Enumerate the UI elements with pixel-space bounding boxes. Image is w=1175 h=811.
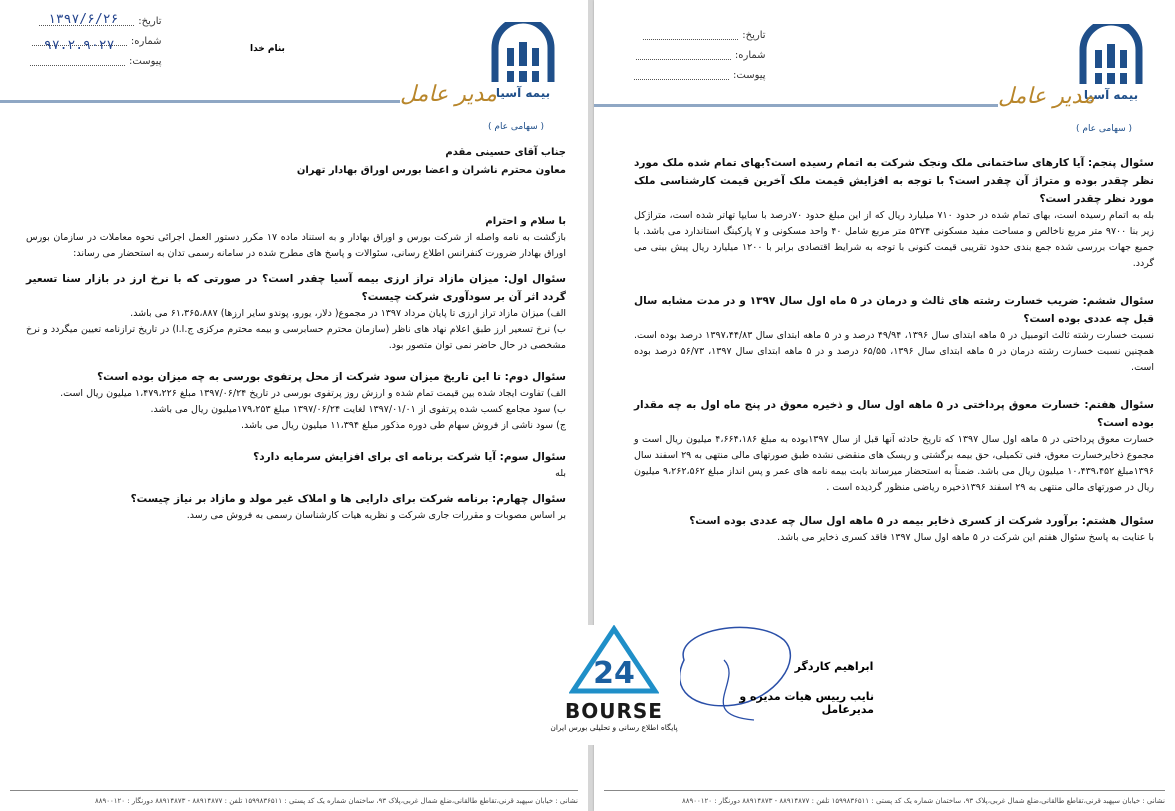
question-7: سئوال هفتم: خسارت معوق پرداختی در ۵ ماهه اول سال و ذخیره معوق در پنج ماه اول به چه مقدار بوده است؟ xyxy=(634,399,1154,429)
manager-stamp-2: مدیر عامل xyxy=(998,84,1095,109)
recipient-title: معاون محترم ناشران و اعضا بورس اوراق بهادار تهران xyxy=(296,165,566,176)
company-type: ( سهامی عام ) xyxy=(488,122,545,132)
question-1: سئوال اول: میزان مازاد تراز ارزی بیمه آسیا چقدر است؟ در صورتی که با نرخ ارز در بازار سنا تسعیر گردد اثر آن بر سودآوری شرکت چیست؟ xyxy=(26,273,566,303)
signer-title: نایب رییس هیات مدیره و مدیرعامل xyxy=(739,690,874,716)
date-label-2: تاریخ: xyxy=(742,30,766,41)
footer-rule-2 xyxy=(604,790,1165,791)
brand-name: بیمه آسیا xyxy=(495,86,551,100)
watermark-word: BOURSE xyxy=(565,699,663,723)
bourse24-logo-icon xyxy=(569,625,659,695)
number-label-2: شماره: xyxy=(734,50,766,61)
answer-8: با عنایت به پاسخ سئوال هفتم این شرکت در ۵ ماهه اول سال ۱۳۹۷ فاقد کسری ذخایر می باشد. xyxy=(777,532,1154,543)
footer-address-2: نشانی : خیابان سپهبد قرنی،تقاطع طالقانی،ضلع شمال غربی،پلاک ۹۳، ساختمان شماره یک کد پستی : ۱۵۹۹۸۳۶۵۱۱ تلفن : ۸۸۹۱۴۸۷۷ - ۸۸۹۱۴۸۷۳ دورنگار : ۸۸۹۰۰۱۲۰ xyxy=(681,797,1165,805)
answer-4: بر اساس مصوبات و مقررات جاری شرکت و نظریه هیات کارشناسان رسمی به فروش می رسد. xyxy=(186,510,566,521)
answer-2c: ج) سود ناشی از فروش سهام طی دوره مذکور مبلغ ۱۱،۳۹۴ میلیون ریال می باشد. xyxy=(240,420,566,431)
letter-page-2 xyxy=(594,0,1175,811)
date-label: تاریخ: xyxy=(138,16,162,27)
letter-body-2 xyxy=(634,146,1154,546)
letter-meta-2 xyxy=(634,26,766,86)
footer-address: نشانی : خیابان سپهبد قرنی،تقاطع طالقانی،ضلع شمال غربی،پلاک ۹۳، ساختمان شماره یک کد پستی : ۱۵۹۹۸۳۶۵۱۱ تلفن : ۸۸۹۱۴۸۷۷ - ۸۸۹۱۴۸۷۳ دورنگار : ۸۸۹۰۰۱۲۰ xyxy=(94,797,578,805)
asia-insurance-emblem-icon-2 xyxy=(1079,24,1143,88)
answer-2b: ب) سود مجامع کسب شده پرتفوی از ۱۳۹۷/۰۱/۰۱ لغایت ۱۳۹۷/۰۶/۲۴ مبلغ ۱۷۹،۲۵۳میلیون ریال می باشد. xyxy=(150,404,566,415)
question-3: سئوال سوم: آیا شرکت برنامه ای برای افزایش سرمایه دارد؟ xyxy=(253,451,566,463)
recipient-block xyxy=(80,144,566,180)
answer-1a: الف) میزان مازاد تراز ارزی تا پایان مرداد ۱۳۹۷ در مجموع( دلار، یورو، پوندو سایر ارزها) ۶۱،۳۶۵،۸۸۷ می باشد. xyxy=(130,308,566,319)
bourse24-watermark xyxy=(548,625,680,745)
answer-5: بله به اتمام رسیده است، بهای تمام شده در حدود ۷۱۰ میلیارد ریال که از این مبلغ حدود ۷۰درصد با سایپا تهاتر شده است، متراژکل زیر بنا ۹۷۰۰ متر مربع ناخالص و مساحت مفید مسکونی ۵۳۷۴ متر مربع شامل ۴۰ واحد مسکونی و ۷ پارکینگ استاندارد می باشد. با جمیع جهات بررسی شده جمع بندی حدود تقریبی قیمت کنونی با توجه به شرایط اقتصادی برابر با ۱۲۰۰ میلیارد ریال پیش بینی می گردد. xyxy=(634,210,1155,269)
question-8: سئوال هشتم: برآورد شرکت از کسری ذخایر بیمه در ۵ ماهه اول سال چه عددی بوده است؟ xyxy=(689,515,1154,527)
question-2: سئوال دوم: تا این تاریخ میزان سود شرکت از محل پرتفوی بورسی به چه میزان بوده است؟ xyxy=(97,371,566,383)
footer-rule xyxy=(10,790,578,791)
recipient-name: جناب آقای حسینی مقدم xyxy=(445,147,566,158)
answer-1b: ب) نرخ تسعیر ارز طبق اعلام نهاد های ناظر (سازمان محترم حسابرسی و بیمه محترم مرکزی ج.ا.ا) در تاریخ ترازنامه تعیین میگردد و نرخ مشخصی در حال حاضر نمی توان متصور بود. xyxy=(26,324,566,351)
answer-3: بله xyxy=(555,468,566,479)
manager-stamp: مدیر عامل xyxy=(400,82,497,107)
attach-label: پیوست: xyxy=(129,56,162,67)
handwritten-date: ۱۳۹۷/۶/۲۶ xyxy=(48,12,119,27)
header-rule xyxy=(0,100,400,103)
date-line-2 xyxy=(643,26,738,40)
watermark-number: 24 xyxy=(593,656,635,691)
number-line-2 xyxy=(636,46,731,60)
number-label: شماره: xyxy=(130,36,162,47)
signer-name: ابراهیم کاردگر xyxy=(794,660,874,673)
greeting: با سلام و احترام xyxy=(485,216,566,227)
question-6: سئوال ششم: ضریب خسارت رشته های ثالث و درمان در ۵ ماه اول سال ۱۳۹۷ و در مدت مشابه سال قبل چه عددی بوده است؟ xyxy=(634,295,1154,325)
answer-2a: الف) تفاوت ایجاد شده بین قیمت تمام شده و ارزش روز پرتفوی بورسی در تاریخ ۱۳۹۷/۰۶/۲۴ مبلغ ۱،۴۷۹،۲۲۶ میلیون ریال است. xyxy=(60,388,566,399)
asia-insurance-emblem-icon xyxy=(491,22,555,86)
brand-name-2: بیمه آسیا xyxy=(1083,88,1139,102)
bismillah: بنام خدا xyxy=(250,44,285,54)
attach-label-2: پیوست: xyxy=(733,70,766,81)
attach-line xyxy=(30,52,125,66)
header-rule-2 xyxy=(594,104,998,107)
answer-7: خسارت معوق پرداختی در ۵ ماهه اول سال ۱۳۹۷ که تاریخ حادثه آنها قبل از سال ۱۳۹۷بوده به مبلغ ۴،۶۶۴،۱۸۶ میلیون ریال است و مجموع ذخایرخسارت معوق، فنی تکمیلی، حق بیمه برگشتی و ریسک های منقضی نشده طبق صورتهای مالی منتهی به ۲۹ اسفند سال ۱۳۹۶مبلغ ۱۰،۴۳۹،۴۵۲ میلیون ریال می باشد. ضمناً به استحضار میرساند بابت بیمه نامه های عمر و پس انداز مبلغ ۹،۲۶۲،۵۶۲ میلیون ریال در صورتهای مالی منتهی به ۲۹ اسفند ۱۳۹۶ذخیره ریاضی منظور گردیده است . xyxy=(634,434,1154,493)
question-4: سئوال چهارم: برنامه شرکت برای دارایی ها و املاک غیر مولد و مازاد بر نیاز چیست؟ xyxy=(130,493,566,505)
watermark-caption: پایگاه اطلاع رسانی و تحلیلی بورس ایران xyxy=(550,723,678,732)
answer-6: نسبت خسارت رشته ثالث اتومبیل در ۵ ماهه ابتدای سال ۱۳۹۶، ۴۹/۹۴ درصد و در ۵ ماهه ابتدای سال ۱۳۹۷،۴۴/۸۳ درصد بوده است. همچنین نسبت خسارت رشته درمان در ۵ ماهه ابتدای سال ۱۳۹۶، ۶۵/۵۵ درصد و در ۵ ماهه ابتدای سال ۱۳۹۷، ۵۶/۷۳ درصد بوده است. xyxy=(634,330,1154,373)
question-5: سئوال پنجم: آیا کارهای ساختمانی ملک ونجک شرکت به اتمام رسیده است؟بهای تمام شده ملک مورد نظر چقدر بوده و متراژ آن چقدر است؟ با توجه به افزایش قیمت ملک آخرین قیمت کارشناسی ملک مورد نظر چقدر است؟ xyxy=(634,157,1154,205)
company-type-2: ( سهامی عام ) xyxy=(1076,124,1133,134)
letter-body-1 xyxy=(26,214,566,524)
handwritten-number: ۹۷.۲.۹۰۲۷ xyxy=(44,38,115,53)
intro-paragraph: بازگشت به نامه واصله از شرکت بورس و اوراق بهادار و به استناد ماده ۱۷ مکرر دستور العمل اجرائی نحوه معاملات در سازمان بورس اوراق بهادار ضرورت کنفرانس اطلاع رسانی، سئوالات و پاسخ های مطرح شده در سامانه رسمی تدان به استحضار می رساند: xyxy=(26,232,566,259)
attach-line-2 xyxy=(634,66,729,80)
